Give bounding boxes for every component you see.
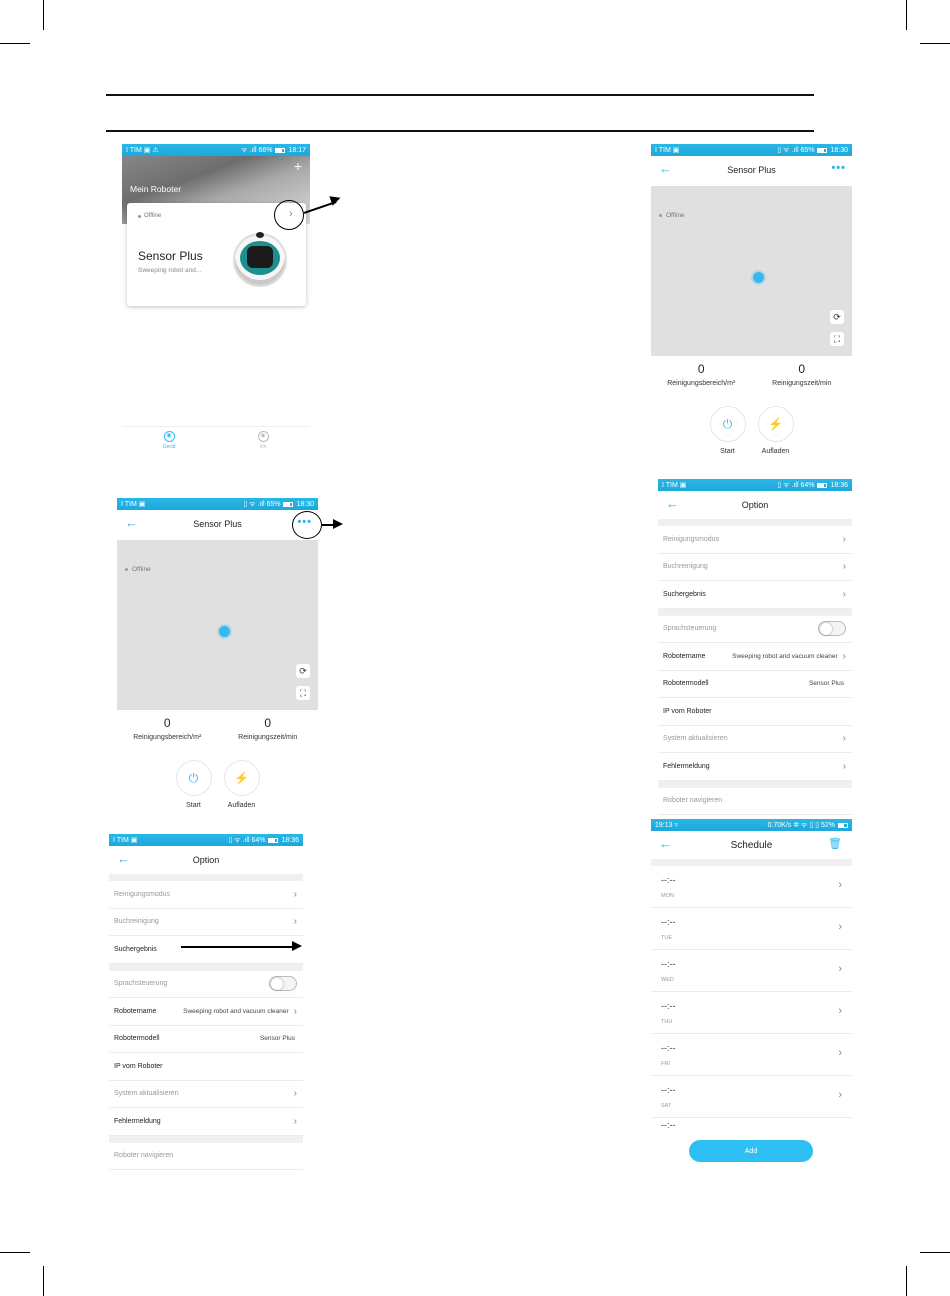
- bottom-tab-bar: [122, 426, 310, 454]
- device-screenshot-right: [651, 144, 852, 460]
- power-icon: ⏻: [176, 760, 212, 796]
- cleaning-stats: [651, 362, 852, 387]
- schedule-time: --:--: [661, 875, 676, 885]
- card-robot-subtitle: Sweeping robot and...: [138, 267, 202, 274]
- chevron-right-icon: ›: [838, 921, 842, 933]
- page-title: Option: [741, 500, 769, 510]
- back-arrow-icon[interactable]: ←: [659, 161, 672, 176]
- clock-label: 18:30: [830, 146, 848, 154]
- chevron-right-icon: ›: [293, 1005, 297, 1017]
- control-buttons: [651, 406, 852, 455]
- schedule-time: --:--: [661, 1043, 676, 1053]
- chevron-right-icon: ›: [842, 588, 846, 600]
- robot-vacuum-sensor: [256, 232, 264, 238]
- option-label: System aktualisieren: [114, 1090, 179, 1098]
- robot-position-marker: [753, 272, 764, 283]
- page-title: Sensor Plus: [193, 519, 242, 529]
- stat-label: Reinigungsbereich/m²: [133, 734, 202, 741]
- charge-icon: ⚡: [224, 760, 260, 796]
- charge-label: Aufladen: [761, 448, 790, 455]
- tab-label: Gerät: [162, 444, 176, 450]
- page-title: Sensor Plus: [727, 165, 776, 175]
- option-list: [658, 519, 852, 815]
- schedule-day: MON: [661, 893, 674, 899]
- stat-value: 0: [163, 716, 171, 730]
- crop-mark: [43, 1266, 44, 1296]
- annotation-arrowhead: [333, 519, 343, 529]
- clock-label: 18:30: [296, 500, 314, 508]
- card-status: [138, 213, 161, 219]
- nav-bar: [651, 156, 852, 184]
- charge-button[interactable]: [758, 406, 794, 455]
- section-gap: [658, 781, 852, 788]
- schedule-screenshot: [651, 819, 852, 1167]
- header-rule: [106, 94, 814, 96]
- chevron-right-icon: ›: [842, 561, 846, 573]
- robot-vacuum-image: [233, 233, 287, 287]
- signal-label: ▯ ᯤ .ıll 65%: [243, 500, 281, 508]
- chevron-right-icon: ›: [842, 650, 846, 662]
- option-row-robotername[interactable]: [109, 998, 303, 1026]
- schedule-time: --:--: [661, 1001, 676, 1011]
- section-gap: [109, 964, 303, 971]
- schedule-list: [651, 859, 852, 1132]
- carrier-label: I TIM ▣: [121, 501, 146, 508]
- schedule-row-mon[interactable]: [651, 866, 852, 908]
- clock-label: 18:36: [830, 481, 848, 489]
- stat-label: Reinigungsbereich/m²: [667, 380, 736, 387]
- option-row-robotername[interactable]: [658, 643, 852, 671]
- schedule-day: WED: [661, 977, 674, 983]
- option-value: Sweeping robot and vacuum cleaner: [732, 652, 838, 660]
- cleaning-stats: [117, 716, 318, 741]
- option-label: Robotermodell: [114, 1035, 160, 1043]
- more-menu-icon[interactable]: •••: [297, 516, 312, 528]
- more-menu-icon[interactable]: •••: [831, 162, 846, 174]
- chevron-right-icon: ›: [838, 1089, 842, 1101]
- signal-label: ᯤ .ıll 66%: [241, 146, 273, 154]
- option-label: Robotername: [114, 1007, 157, 1015]
- option-value: Sweeping robot and vacuum cleaner: [183, 1007, 289, 1015]
- option-row-buchreinigung[interactable]: [658, 554, 852, 582]
- map-area[interactable]: [651, 186, 852, 356]
- option-row-system-update[interactable]: [658, 726, 852, 754]
- chevron-right-icon: ›: [293, 916, 297, 928]
- option-label: IP vom Roboter: [114, 1062, 163, 1070]
- crop-mark: [0, 1252, 30, 1253]
- option-row-suchergebnis[interactable]: [658, 581, 852, 609]
- schedule-row-wed[interactable]: [651, 950, 852, 992]
- schedule-row-fri[interactable]: [651, 1034, 852, 1076]
- option-row-sprachsteuerung: [109, 971, 303, 999]
- trash-icon[interactable]: 🗑: [828, 838, 842, 850]
- schedule-day: FRI: [661, 1061, 670, 1067]
- home-screenshot: [122, 144, 310, 454]
- option-label: Suchergebnis: [114, 945, 157, 953]
- device-tab-icon: ◉: [164, 431, 175, 442]
- crop-mark: [43, 0, 44, 30]
- nav-bar: [658, 491, 852, 519]
- option-row-robotermodell: [109, 1026, 303, 1054]
- option-label: IP vom Roboter: [663, 707, 712, 715]
- section-gap: [658, 609, 852, 616]
- status-bar: [658, 479, 852, 491]
- robot-status: [659, 212, 685, 219]
- section-gap: [651, 859, 852, 866]
- fullscreen-map-icon[interactable]: ⛶: [830, 332, 844, 346]
- stat-value: 0: [798, 362, 806, 376]
- map-area[interactable]: [117, 540, 318, 710]
- status-bar: [651, 819, 852, 831]
- card-status-label: Offline: [144, 213, 162, 219]
- option-list: [109, 874, 303, 1170]
- voice-control-toggle[interactable]: [818, 621, 846, 636]
- stat-value: 0: [264, 716, 272, 730]
- schedule-time: --:--: [661, 1120, 676, 1130]
- annotation-circle: [292, 511, 322, 539]
- clock-label: 18:17: [288, 146, 306, 154]
- device-screenshot-left: [117, 498, 318, 814]
- option-label: Roboter navigieren: [114, 1152, 174, 1160]
- chevron-right-icon: ›: [838, 963, 842, 975]
- chevron-right-icon: ›: [293, 1088, 297, 1100]
- signal-label: 0.70K/s ✲ ᯤ ▯ ▯ 52%: [767, 821, 835, 829]
- charge-icon: ⚡: [758, 406, 794, 442]
- option-row-fehlermeldung[interactable]: [109, 1108, 303, 1136]
- option-row-robotermodell: [658, 671, 852, 699]
- option-label: Reinigungsmodus: [114, 890, 171, 898]
- option-label: Buchreinigung: [114, 918, 159, 926]
- option-row-suchergebnis[interactable]: [109, 936, 303, 964]
- status-dot: [659, 214, 662, 217]
- schedule-row-tue[interactable]: [651, 908, 852, 950]
- signal-label: ▯ ᯤ .ıll 64%: [228, 836, 266, 844]
- start-button[interactable]: [710, 406, 746, 455]
- battery-icon: [275, 148, 285, 153]
- schedule-time: --:--: [661, 959, 676, 969]
- clock-label: 18:36: [281, 836, 299, 844]
- schedule-day: TUE: [661, 935, 672, 941]
- chevron-right-icon: ›: [842, 760, 846, 772]
- nav-bar: [651, 831, 852, 859]
- stat-label: Reinigungszeit/min: [772, 380, 832, 387]
- nav-bar: [117, 510, 318, 538]
- carrier-label: I TIM ▣ ⚠: [126, 147, 159, 154]
- schedule-row-sat[interactable]: [651, 1076, 852, 1118]
- battery-icon: [817, 148, 827, 153]
- crop-mark: [0, 43, 30, 44]
- status-bar: [109, 834, 303, 846]
- crop-mark: [920, 43, 950, 44]
- chevron-right-icon: ›: [838, 1005, 842, 1017]
- stat-area: [651, 362, 752, 387]
- battery-icon: [268, 838, 278, 843]
- option-label: Fehlermeldung: [114, 1117, 161, 1125]
- crop-mark: [906, 0, 907, 30]
- crop-mark: [906, 1266, 907, 1296]
- carrier-label: I TIM ▣: [662, 482, 687, 489]
- option-label: Sprachsteuerung: [663, 625, 717, 633]
- status-bar: [117, 498, 318, 510]
- section-gap: [109, 1136, 303, 1143]
- option-row-sprachsteuerung: [658, 616, 852, 644]
- option-row-ip[interactable]: [658, 698, 852, 726]
- annotation-circle: [274, 200, 304, 230]
- tab-label: Ich: [259, 444, 267, 450]
- add-schedule-button[interactable]: Add: [689, 1140, 813, 1162]
- crop-mark: [920, 1252, 950, 1253]
- schedule-day: THU: [661, 1019, 673, 1025]
- option-row-reinigungsmodus[interactable]: [658, 526, 852, 554]
- annotation-arrowhead: [329, 193, 342, 206]
- page-title: Schedule: [730, 839, 773, 851]
- voice-control-toggle[interactable]: [269, 976, 297, 991]
- rotate-map-icon[interactable]: ⟳: [296, 664, 310, 678]
- option-label: Suchergebnis: [663, 590, 706, 598]
- option-row-ip[interactable]: [109, 1053, 303, 1081]
- chevron-right-icon: ›: [838, 1047, 842, 1059]
- battery-icon: [283, 502, 293, 507]
- option-value: Sensor Plus: [808, 680, 844, 688]
- nav-bar: [109, 846, 303, 874]
- stat-time: [752, 362, 853, 387]
- stat-value: 0: [697, 362, 705, 376]
- back-arrow-icon[interactable]: ←: [117, 851, 130, 866]
- robot-vacuum-panel: [247, 246, 273, 268]
- home-title: Mein Roboter: [130, 184, 182, 194]
- option-label: Sprachsteuerung: [114, 980, 168, 988]
- status-bar: [122, 144, 310, 156]
- stat-time: [218, 716, 319, 741]
- schedule-row-thu[interactable]: [651, 992, 852, 1034]
- option-label: System aktualisieren: [663, 735, 728, 743]
- tab-ich[interactable]: [216, 427, 310, 454]
- battery-icon: [817, 483, 827, 488]
- option-label: Reinigungsmodus: [663, 535, 720, 543]
- option-row-system-update[interactable]: [109, 1081, 303, 1109]
- robot-position-marker: [219, 626, 230, 637]
- option-screenshot-right: [658, 479, 852, 805]
- chevron-right-icon: ›: [293, 1115, 297, 1127]
- card-chevron-icon[interactable]: ›: [289, 208, 293, 220]
- chevron-right-icon: ›: [838, 879, 842, 891]
- schedule-day: SAT: [661, 1103, 672, 1109]
- robot-status-label: Offline: [132, 566, 151, 573]
- rotate-map-icon[interactable]: ⟳: [830, 310, 844, 324]
- tab-geraet[interactable]: [122, 427, 216, 454]
- chevron-right-icon: ›: [842, 533, 846, 545]
- start-button[interactable]: [176, 760, 212, 809]
- charge-label: Aufladen: [227, 802, 256, 809]
- start-label: Start: [720, 448, 735, 455]
- chevron-right-icon: ›: [293, 888, 297, 900]
- carrier-label: I TIM ▣: [113, 837, 138, 844]
- robot-status: [125, 566, 151, 573]
- option-label: Buchreinigung: [663, 563, 708, 571]
- card-robot-name: Sensor Plus: [138, 249, 203, 263]
- annotation-arrowhead: [292, 941, 302, 951]
- schedule-time: --:--: [661, 1085, 676, 1095]
- section-gap: [658, 519, 852, 526]
- option-screenshot-left: [109, 834, 303, 1160]
- back-arrow-icon[interactable]: ←: [666, 496, 679, 511]
- option-label: Robotername: [663, 652, 706, 660]
- schedule-time: --:--: [661, 917, 676, 927]
- status-dot: [138, 215, 141, 218]
- option-row-reinigungsmodus[interactable]: [109, 881, 303, 909]
- start-label: Start: [186, 802, 201, 809]
- fullscreen-map-icon[interactable]: ⛶: [296, 686, 310, 700]
- power-icon: ⏻: [710, 406, 746, 442]
- page-title: Option: [192, 855, 220, 865]
- option-label: Robotermodell: [663, 680, 709, 688]
- option-label: Fehlermeldung: [663, 762, 710, 770]
- option-label: Roboter navigieren: [663, 797, 723, 805]
- profile-tab-icon: ◉: [258, 431, 269, 442]
- option-row-fehlermeldung[interactable]: [658, 753, 852, 781]
- back-arrow-icon[interactable]: ←: [125, 515, 138, 530]
- control-buttons: [117, 760, 318, 809]
- option-row-buchreinigung[interactable]: [109, 909, 303, 937]
- section-gap: [109, 874, 303, 881]
- status-bar: [651, 144, 852, 156]
- signal-label: ▯ ᯤ .ıll 65%: [777, 146, 815, 154]
- schedule-row-partial[interactable]: [651, 1118, 852, 1132]
- back-arrow-icon[interactable]: ←: [659, 836, 672, 851]
- option-row-navigieren[interactable]: [109, 1143, 303, 1171]
- annotation-arrow: [181, 946, 293, 948]
- status-dot: [125, 568, 128, 571]
- stat-label: Reinigungszeit/min: [238, 734, 298, 741]
- clock-label: 19:13 ▿: [655, 822, 678, 829]
- robot-status-label: Offline: [666, 212, 685, 219]
- chevron-right-icon: ›: [842, 733, 846, 745]
- add-device-button[interactable]: +: [293, 158, 302, 174]
- signal-label: ▯ ᯤ .ıll 64%: [777, 481, 815, 489]
- carrier-label: I TIM ▣: [655, 147, 680, 154]
- stat-area: [117, 716, 218, 741]
- charge-button[interactable]: [224, 760, 260, 809]
- header-rule: [106, 130, 814, 132]
- battery-icon: [838, 823, 848, 828]
- option-row-navigieren[interactable]: [658, 788, 852, 816]
- option-value: Sensor Plus: [259, 1035, 295, 1043]
